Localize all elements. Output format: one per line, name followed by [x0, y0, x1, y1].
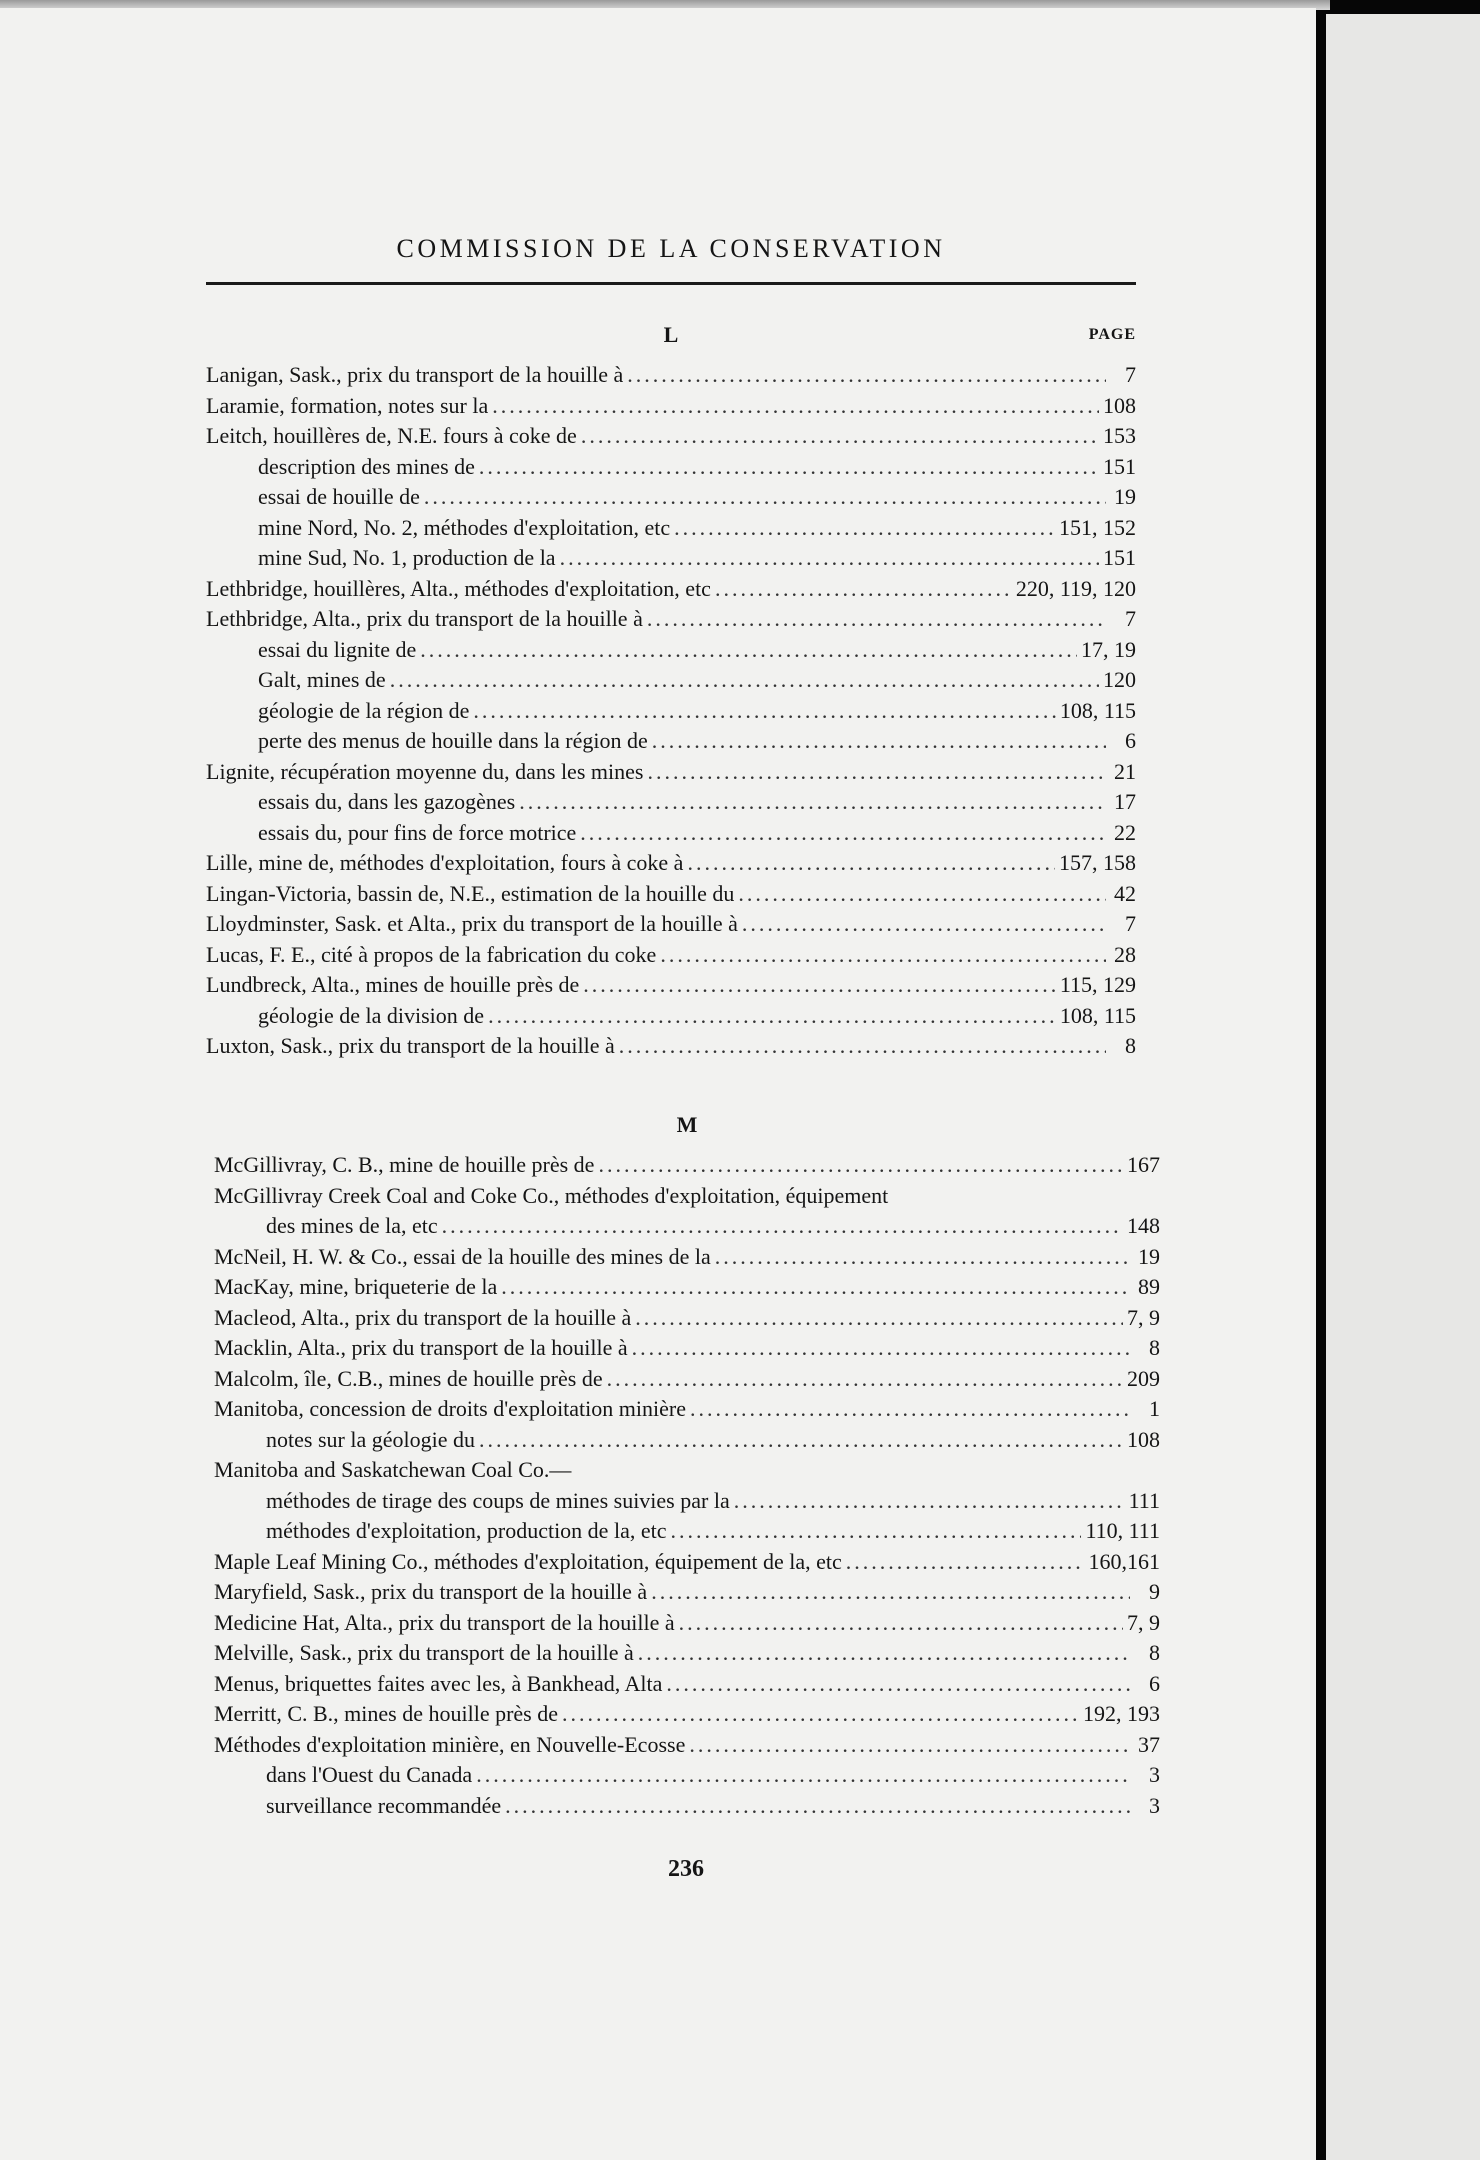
entry-page: 19	[1138, 1243, 1160, 1269]
index-subentry	[206, 482, 1136, 513]
entry-page: 7, 9	[1127, 1304, 1160, 1330]
adjacent-page-edge	[1326, 14, 1480, 2160]
index-subentry	[214, 1486, 1160, 1517]
entry-text: Laramie, formation, notes sur la	[206, 392, 489, 418]
entry-text: Merritt, C. B., mines de houille près de	[214, 1701, 558, 1726]
index-entry	[214, 1272, 1160, 1303]
leader-dots	[647, 604, 1106, 635]
entry-text: McNeil, H. W. & Co., essai de la houille des mines de la	[214, 1243, 711, 1269]
leader-dots	[492, 391, 1099, 422]
entry-text: surveillance recommandée	[266, 1792, 502, 1818]
index-subentry	[206, 726, 1136, 757]
leader-dots	[488, 1001, 1056, 1032]
index-subentry	[206, 665, 1136, 696]
index-entry	[206, 909, 1136, 940]
entry-text: méthodes d'exploitation, production de la, etc	[266, 1518, 667, 1543]
entry-page: 3	[1149, 1762, 1160, 1787]
section-heading	[206, 322, 1136, 356]
leader-dots	[473, 696, 1055, 727]
index-entry	[214, 1669, 1160, 1700]
leader-dots	[687, 848, 1055, 879]
entry-page: 148	[1127, 1213, 1160, 1238]
entry-text: essai de houille de	[258, 484, 420, 509]
entry-page: 108, 115	[1059, 1002, 1136, 1028]
entry-text: McGillivray, C. B., mine de houille près de	[214, 1152, 595, 1177]
entry-text: Galt, mines de	[258, 667, 386, 692]
entry-page: 17	[1114, 789, 1136, 814]
entry-page: 7	[1125, 362, 1136, 387]
entry-text: McGillivray Creek Coal and Coke Co., méthodes d'exploitation, équipement	[214, 1182, 889, 1208]
entry-text: Medicine Hat, Alta., prix du transport de la houille à	[214, 1609, 675, 1635]
entry-page: 37	[1138, 1731, 1160, 1757]
index-subentry	[206, 452, 1136, 483]
entry-text: mine Sud, No. 1, production de la	[258, 545, 556, 570]
index-entry	[206, 360, 1136, 391]
entry-text: Menus, briquettes faites avec les, à Bankhead, Alta	[214, 1670, 663, 1696]
page-column-label: PAGE	[1088, 326, 1136, 343]
entry-text: méthodes de tirage des coups de mines suivies par la	[266, 1487, 730, 1513]
index-entry	[214, 1150, 1160, 1181]
entry-text: Luxton, Sask., prix du transport de la houille à	[206, 1033, 615, 1058]
index-entry	[214, 1333, 1160, 1364]
leader-dots	[647, 757, 1106, 788]
index-subentry	[206, 543, 1136, 574]
leader-dots	[479, 1425, 1123, 1456]
leader-dots	[846, 1547, 1085, 1578]
entry-page: 160,161	[1088, 1548, 1160, 1574]
index-entry	[214, 1242, 1160, 1273]
leader-dots	[632, 1333, 1130, 1364]
leader-dots	[734, 1486, 1125, 1517]
leader-dots	[715, 1242, 1130, 1273]
index-entry-continuation	[214, 1211, 1160, 1242]
index-entry	[214, 1394, 1160, 1425]
leader-dots	[690, 1394, 1130, 1425]
index-entry	[214, 1699, 1160, 1730]
leader-dots	[519, 787, 1106, 818]
entry-page: 153	[1103, 423, 1136, 448]
entry-page: 111	[1128, 1487, 1160, 1513]
running-header: COMMISSION DE LA CONSERVATION	[396, 234, 946, 263]
leader-dots	[501, 1272, 1130, 1303]
entry-page: 7	[1125, 606, 1136, 631]
entry-text: géologie de la région de	[258, 697, 470, 723]
index-entry	[214, 1577, 1160, 1608]
entry-page: 151, 152	[1059, 514, 1136, 540]
entry-text: MacKay, mine, briqueterie de la	[214, 1274, 498, 1299]
entry-page: 42	[1114, 880, 1136, 906]
entry-text: essai du lignite de	[258, 636, 417, 662]
entry-page: 6	[1149, 1670, 1160, 1696]
index-entry	[206, 1031, 1136, 1062]
index-entry	[214, 1608, 1160, 1639]
index-subentry	[206, 635, 1136, 666]
index-section-l	[206, 322, 1136, 1062]
entry-page: 151	[1103, 453, 1136, 479]
entry-page: 192, 193	[1083, 1701, 1160, 1726]
entry-page: 108, 115	[1059, 697, 1136, 723]
leader-dots	[607, 1364, 1123, 1395]
entry-page: 8	[1149, 1640, 1160, 1665]
entry-text: Lundbreck, Alta., mines de houille près de	[206, 972, 580, 997]
entry-text: Lignite, récupération moyenne du, dans les mines	[206, 758, 644, 784]
leader-dots	[562, 1699, 1079, 1730]
entry-text: Lloydminster, Sask. et Alta., prix du transport de la houille à	[206, 911, 738, 936]
entry-page: 1	[1149, 1396, 1160, 1421]
index-subentry	[206, 696, 1136, 727]
leader-dots	[660, 940, 1106, 971]
entry-text: mine Nord, No. 2, méthodes d'exploitation, etc	[258, 514, 671, 540]
index-entry	[206, 574, 1136, 605]
entry-text: description des mines de	[258, 453, 475, 479]
entry-text: Macleod, Alta., prix du transport de la houille à	[214, 1304, 632, 1330]
entry-page: 9	[1149, 1579, 1160, 1604]
entry-text: Malcolm, île, C.B., mines de houille près de	[214, 1365, 603, 1391]
index-entry	[214, 1364, 1160, 1395]
leader-dots	[580, 818, 1106, 849]
entry-page: 7	[1125, 911, 1136, 936]
leader-dots	[442, 1211, 1123, 1242]
index-subentry	[214, 1760, 1160, 1791]
entry-text: Macklin, Alta., prix du transport de la houille à	[214, 1335, 628, 1360]
index-entry	[206, 848, 1136, 879]
entry-text: Lethbridge, Alta., prix du transport de la houille à	[206, 606, 643, 631]
leader-dots	[598, 1150, 1123, 1181]
leader-dots	[674, 513, 1055, 544]
entry-text: perte des menus de houille dans la région de	[258, 728, 648, 753]
entry-page: 115, 129	[1059, 972, 1136, 997]
index-entry	[206, 879, 1136, 910]
section-letter: L	[663, 322, 679, 347]
entry-text: Melville, Sask., prix du transport de la houille à	[214, 1640, 634, 1665]
leader-dots	[679, 1608, 1123, 1639]
entry-text: Leitch, houillères de, N.E. fours à coke de	[206, 423, 577, 448]
leader-dots	[505, 1791, 1130, 1822]
leader-dots	[420, 635, 1077, 666]
leader-dots	[390, 665, 1099, 696]
leader-dots	[670, 1516, 1081, 1547]
leader-dots	[666, 1669, 1130, 1700]
entry-text: notes sur la géologie du	[266, 1426, 475, 1452]
entry-page: 108	[1103, 392, 1136, 418]
entry-page: 220, 119, 120	[1015, 575, 1136, 601]
entry-page: 110, 111	[1085, 1518, 1160, 1543]
leader-dots	[581, 421, 1099, 452]
entry-page: 151	[1103, 545, 1136, 570]
entry-page: 89	[1138, 1274, 1160, 1299]
leader-dots	[635, 1303, 1123, 1334]
entry-text: Lucas, F. E., cité à propos de la fabrication du coke	[206, 941, 657, 967]
index-entry	[206, 421, 1136, 452]
entry-text: des mines de la, etc	[266, 1213, 438, 1238]
entry-text: Méthodes d'exploitation minière, en Nouvelle-Ecosse	[214, 1731, 686, 1757]
leader-dots	[560, 543, 1099, 574]
index-entry	[214, 1181, 1160, 1212]
entry-text: géologie de la division de	[258, 1002, 485, 1028]
index-subentry	[214, 1425, 1160, 1456]
leader-dots	[583, 970, 1056, 1001]
entry-page: 8	[1125, 1033, 1136, 1058]
leader-dots	[689, 1730, 1130, 1761]
entry-page: 19	[1114, 484, 1136, 509]
entry-text: Manitoba and Saskatchewan Coal Co.—	[214, 1457, 572, 1482]
index-subentry	[206, 818, 1136, 849]
leader-dots	[424, 482, 1106, 513]
entry-text: Lethbridge, houillères, Alta., méthodes d'exploitation, etc	[206, 575, 711, 601]
entry-text: Manitoba, concession de droits d'exploitation minière	[214, 1396, 686, 1421]
entry-page: 8	[1149, 1335, 1160, 1360]
leader-dots	[738, 879, 1106, 910]
index-subentry	[214, 1516, 1160, 1547]
index-subentry	[214, 1791, 1160, 1822]
index-section-m	[214, 1112, 1160, 1821]
leader-dots	[619, 1031, 1106, 1062]
entry-page: 108	[1127, 1426, 1160, 1452]
header-rule	[206, 282, 1136, 285]
section-letter: M	[676, 1112, 698, 1137]
leader-dots	[742, 909, 1106, 940]
leader-dots	[479, 452, 1099, 483]
entry-page: 21	[1114, 758, 1136, 784]
leader-dots	[638, 1638, 1130, 1669]
entry-page: 7, 9	[1127, 1609, 1160, 1635]
entry-page: 6	[1125, 728, 1136, 753]
section-heading	[214, 1112, 1160, 1146]
index-subentry	[206, 513, 1136, 544]
index-entry	[214, 1547, 1160, 1578]
entry-page: 120	[1103, 667, 1136, 692]
entry-text: Lille, mine de, méthodes d'exploitation, fours à coke à	[206, 850, 684, 875]
entry-page: 22	[1114, 819, 1136, 845]
index-entry	[214, 1638, 1160, 1669]
entry-page: 3	[1149, 1792, 1160, 1818]
leader-dots	[651, 1577, 1130, 1608]
index-entry	[214, 1303, 1160, 1334]
index-entry	[214, 1455, 1160, 1486]
entry-page: 28	[1114, 941, 1136, 967]
entry-text: Maryfield, Sask., prix du transport de la houille à	[214, 1579, 648, 1604]
index-entry	[206, 970, 1136, 1001]
entry-page: 17, 19	[1081, 636, 1136, 662]
index-subentry	[206, 787, 1136, 818]
page-number: 236	[668, 1856, 704, 1882]
leader-dots	[476, 1760, 1130, 1791]
entry-text: essais du, dans les gazogènes	[258, 789, 516, 814]
index-entry	[214, 1730, 1160, 1761]
leader-dots	[627, 360, 1106, 391]
leader-dots	[715, 574, 1012, 605]
index-entry	[206, 391, 1136, 422]
index-entry	[206, 940, 1136, 971]
index-entry	[206, 757, 1136, 788]
entry-text: Lanigan, Sask., prix du transport de la houille à	[206, 362, 624, 387]
entry-text: Lingan-Victoria, bassin de, N.E., estimation de la houille du	[206, 880, 735, 906]
entry-text: essais du, pour fins de force motrice	[258, 819, 577, 845]
index-subentry	[206, 1001, 1136, 1032]
entry-text: dans l'Ouest du Canada	[266, 1762, 473, 1787]
entry-page: 157, 158	[1059, 850, 1136, 875]
index-entry	[206, 604, 1136, 635]
entry-page: 209	[1127, 1365, 1160, 1391]
entry-text: Maple Leaf Mining Co., méthodes d'exploitation, équipement de la, etc	[214, 1548, 842, 1574]
leader-dots	[652, 726, 1106, 757]
entry-page: 167	[1127, 1152, 1160, 1177]
